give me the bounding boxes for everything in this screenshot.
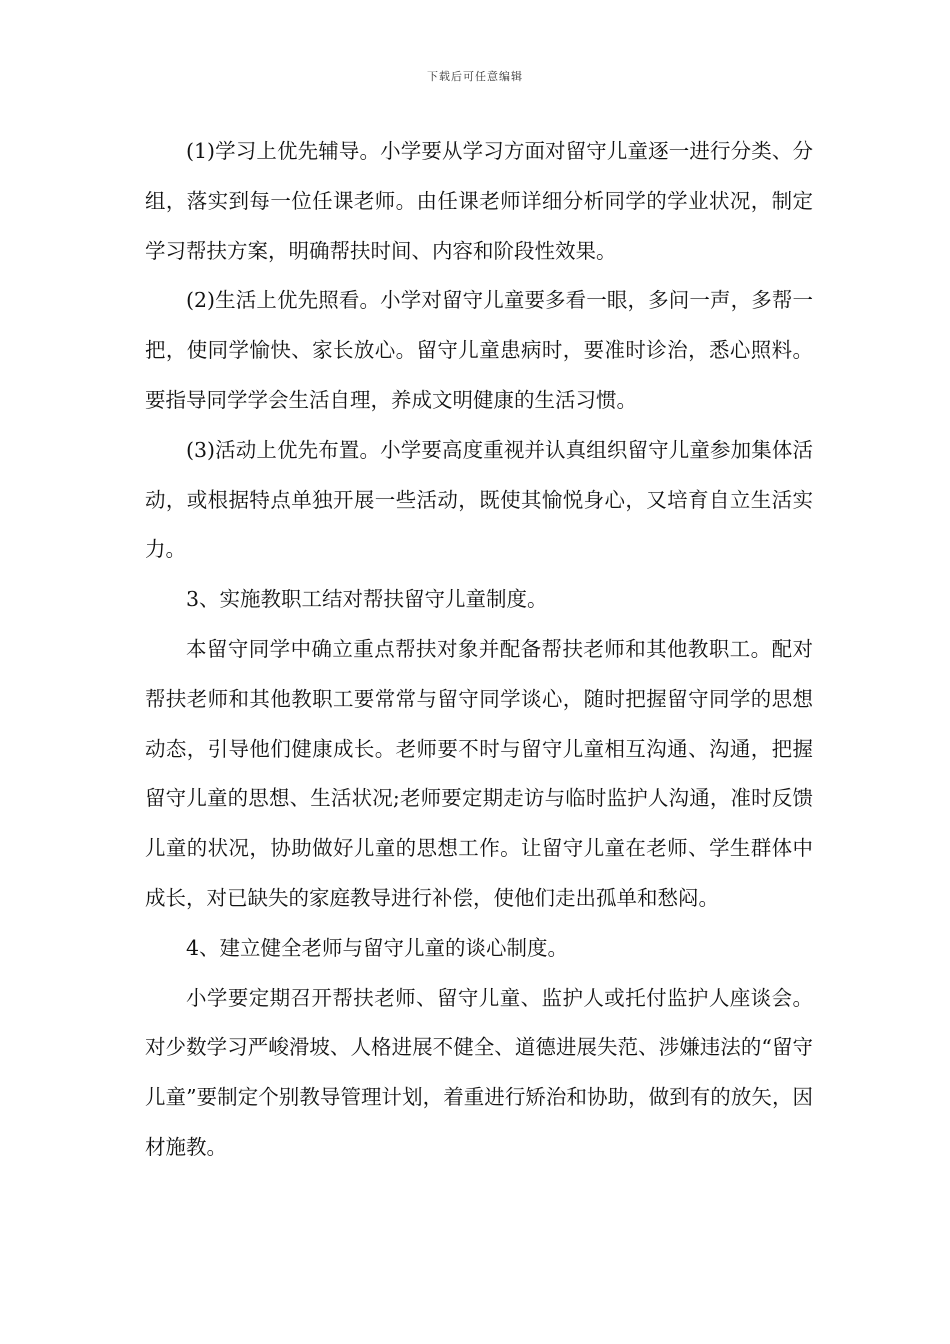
paragraph-meeting-system: 小学要定期召开帮扶老师、留守儿童、监护人或托付监护人座谈会。对少数学习严峻滑坡、人格进展不健全、道德进展失范、涉嫌违法的“留守儿童”要制定个别教导管理计划，着重进行矫治和协助，做到有的放矢，因材施教。 [145,985,813,1159]
paragraph-activity-arrangement: (3)活动上优先布置。小学要高度重视并认真组织留守儿童参加集体活动，或根据特点单独开展一些活动，既使其愉悦身心，又培育自立生活实力。 [145,437,813,562]
paragraph-pairing-support: 本留守同学中确立重点帮扶对象并配备帮扶老师和其他教职工。配对帮扶老师和其他教职工要常常与留守同学谈心，随时把握留守同学的思想动态，引导他们健康成长。老师要不时与留守儿童相互沟通、沟通，把握留守儿童的思想、生活状况;老师要定期走访与临时监护人沟通，准时反馈儿童的状况，协助做好儿童的思想工作。让留守儿童在老师、学生群体中成长，对已缺失的家庭教导进行补偿，使他们走出孤单和愁闷。 [145,636,813,910]
paragraph-study-tutoring: (1)学习上优先辅导。小学要从学习方面对留守儿童逐一进行分类、分组，落实到每一位任课老师。由任课老师详细分析同学的学业状况，制定学习帮扶方案，明确帮扶时间、内容和阶段性效果。 [145,139,813,263]
paragraph-life-care: (2)生活上优先照看。小学对留守儿童要多看一眼，多问一声，多帮一把，使同学愉快、家长放心。留守儿童患病时，要准时诊治，悉心照料。要指导同学学会生活自理，养成文明健康的生活习惯。 [145,288,813,412]
header-note: 下载后可任意编辑 [427,70,523,83]
section-heading-3: 3、实施教职工结对帮扶留守儿童制度。 [186,587,548,612]
section-heading-4: 4、建立健全老师与留守儿童的谈心制度。 [186,935,569,960]
document-body [145,127,813,1173]
